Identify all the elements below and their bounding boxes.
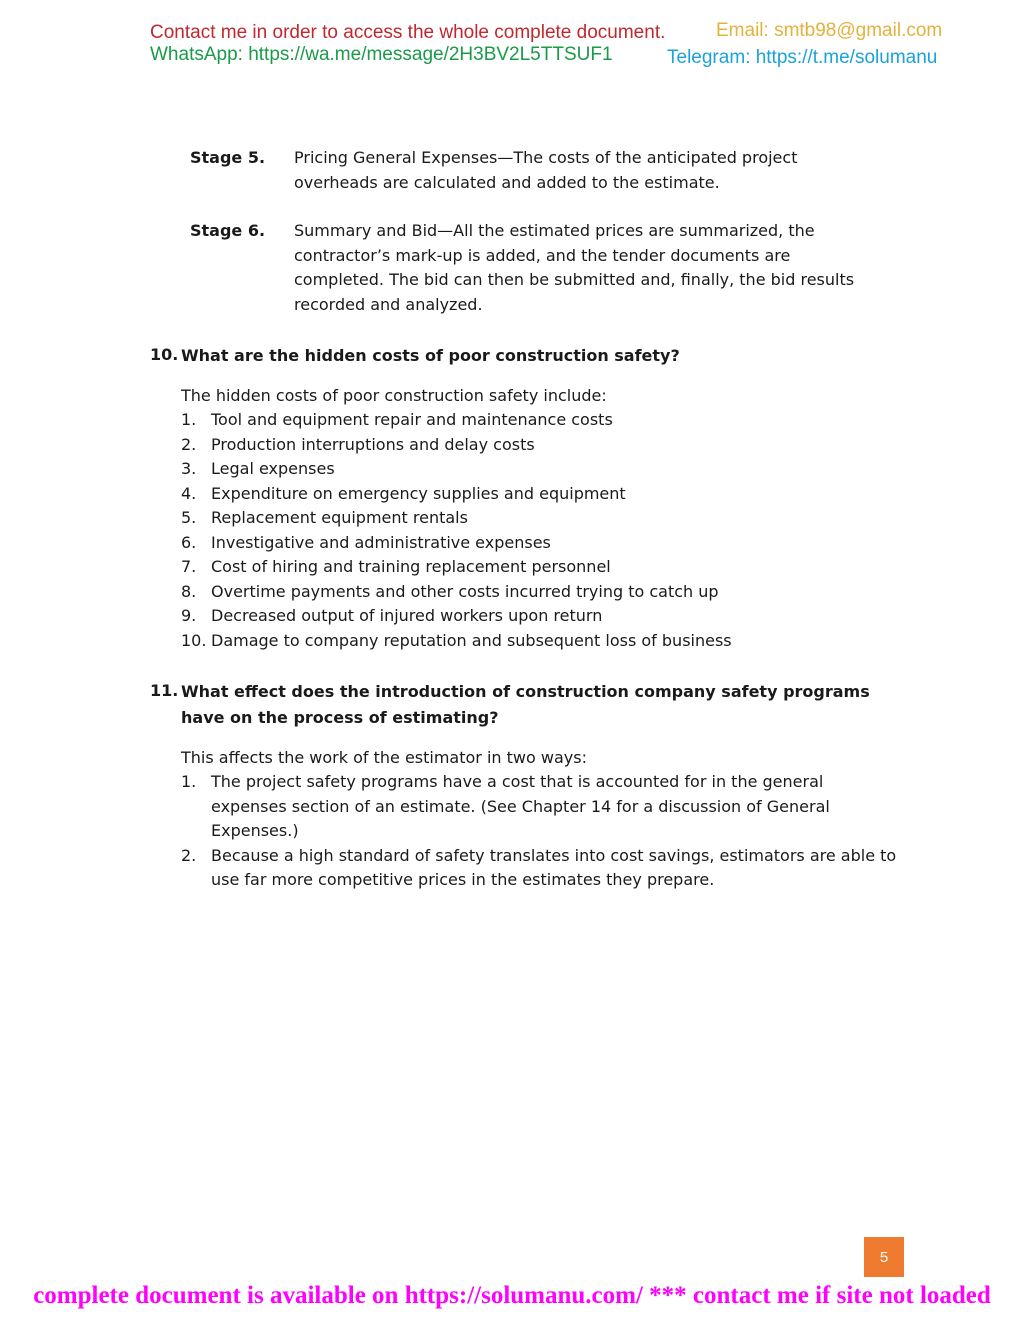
stage-label: Stage 6. [190, 221, 266, 240]
question-title: What are the hidden costs of poor construction safety? [181, 346, 680, 365]
stage-text: Summary and Bid—All the estimated prices are summarized, the contractor’s mark-up is added, and the tender documents are completed. The bid can then be submitted and, finally, the bid results recorded and analyzed. [294, 221, 855, 314]
list-item [181, 433, 901, 458]
list-item [181, 555, 901, 580]
list-item-number: 7. [181, 557, 197, 576]
list-item-text: The project safety programs have a cost that is accounted for in the general expenses section of an estimate. (See Chapter 14 for a discussion of General Expenses.) [211, 772, 830, 840]
list-item-text: Cost of hiring and training replacement personnel [211, 557, 611, 576]
list-item [181, 629, 901, 654]
footer-banner[interactable]: complete document is available on https://solumanu.com/ *** contact me if site not loaded [33, 1282, 991, 1309]
list-item [181, 580, 901, 605]
question-10-list [181, 408, 901, 653]
list-item-number: 3. [181, 459, 197, 478]
page-number-badge: 5 [864, 1237, 904, 1277]
list-item [181, 482, 901, 507]
question-11-intro: This affects the work of the estimator in two ways: [181, 748, 587, 767]
list-item-text: Because a high standard of safety translates into cost savings, estimators are able to use far more competitive prices in the estimates they prepare. [211, 845, 897, 889]
list-item-number: 10. [181, 630, 207, 650]
list-item-text: Decreased output of injured workers upon return [211, 606, 603, 625]
list-item [181, 844, 901, 893]
list-item-number: 4. [181, 483, 197, 503]
whatsapp-link[interactable]: WhatsApp: https://wa.me/message/2H3BV2L5TTSUF1 [150, 44, 613, 65]
list-item [181, 770, 901, 844]
list-item-number: 8. [181, 581, 197, 601]
list-item-number: 9. [181, 606, 197, 625]
list-item [181, 531, 901, 556]
list-item-text: Expenditure on emergency supplies and equipment [211, 483, 626, 503]
list-item-text: Replacement equipment rentals [211, 508, 468, 527]
question-number: 11. [150, 681, 179, 700]
list-item-text: Tool and equipment repair and maintenance costs [211, 410, 613, 429]
stage-label: Stage 5. [190, 148, 266, 167]
stage-text: Pricing General Expenses—The costs of the anticipated project overheads are calculated and added to the estimate. [294, 148, 798, 192]
list-item [181, 506, 901, 531]
list-item [181, 408, 901, 433]
list-item-number: 1. [181, 410, 197, 429]
contact-notice: Contact me in order to access the whole complete document. [150, 22, 666, 43]
list-item-number: 2. [181, 845, 197, 865]
list-item-text: Overtime payments and other costs incurred trying to catch up [211, 581, 719, 601]
list-item-number: 2. [181, 434, 197, 454]
question-title: What effect does the introduction of construction company safety programs have on the process of estimating? [181, 682, 870, 727]
telegram-link[interactable]: Telegram: https://t.me/solumanu [667, 47, 938, 68]
list-item-text: Production interruptions and delay costs [211, 434, 535, 454]
question-10-intro: The hidden costs of poor construction safety include: [181, 386, 607, 405]
list-item-number: 6. [181, 532, 197, 552]
question-number: 10. [150, 345, 179, 364]
list-item-text: Legal expenses [211, 459, 335, 478]
question-11-list [181, 770, 901, 893]
list-item-text: Damage to company reputation and subsequent loss of business [211, 630, 732, 650]
list-item-text: Investigative and administrative expenses [211, 532, 551, 552]
email-link[interactable]: Email: smtb98@gmail.com [716, 20, 943, 41]
list-item [181, 457, 901, 482]
list-item-number: 5. [181, 508, 197, 527]
list-item-number: 1. [181, 772, 197, 791]
list-item [181, 604, 901, 629]
